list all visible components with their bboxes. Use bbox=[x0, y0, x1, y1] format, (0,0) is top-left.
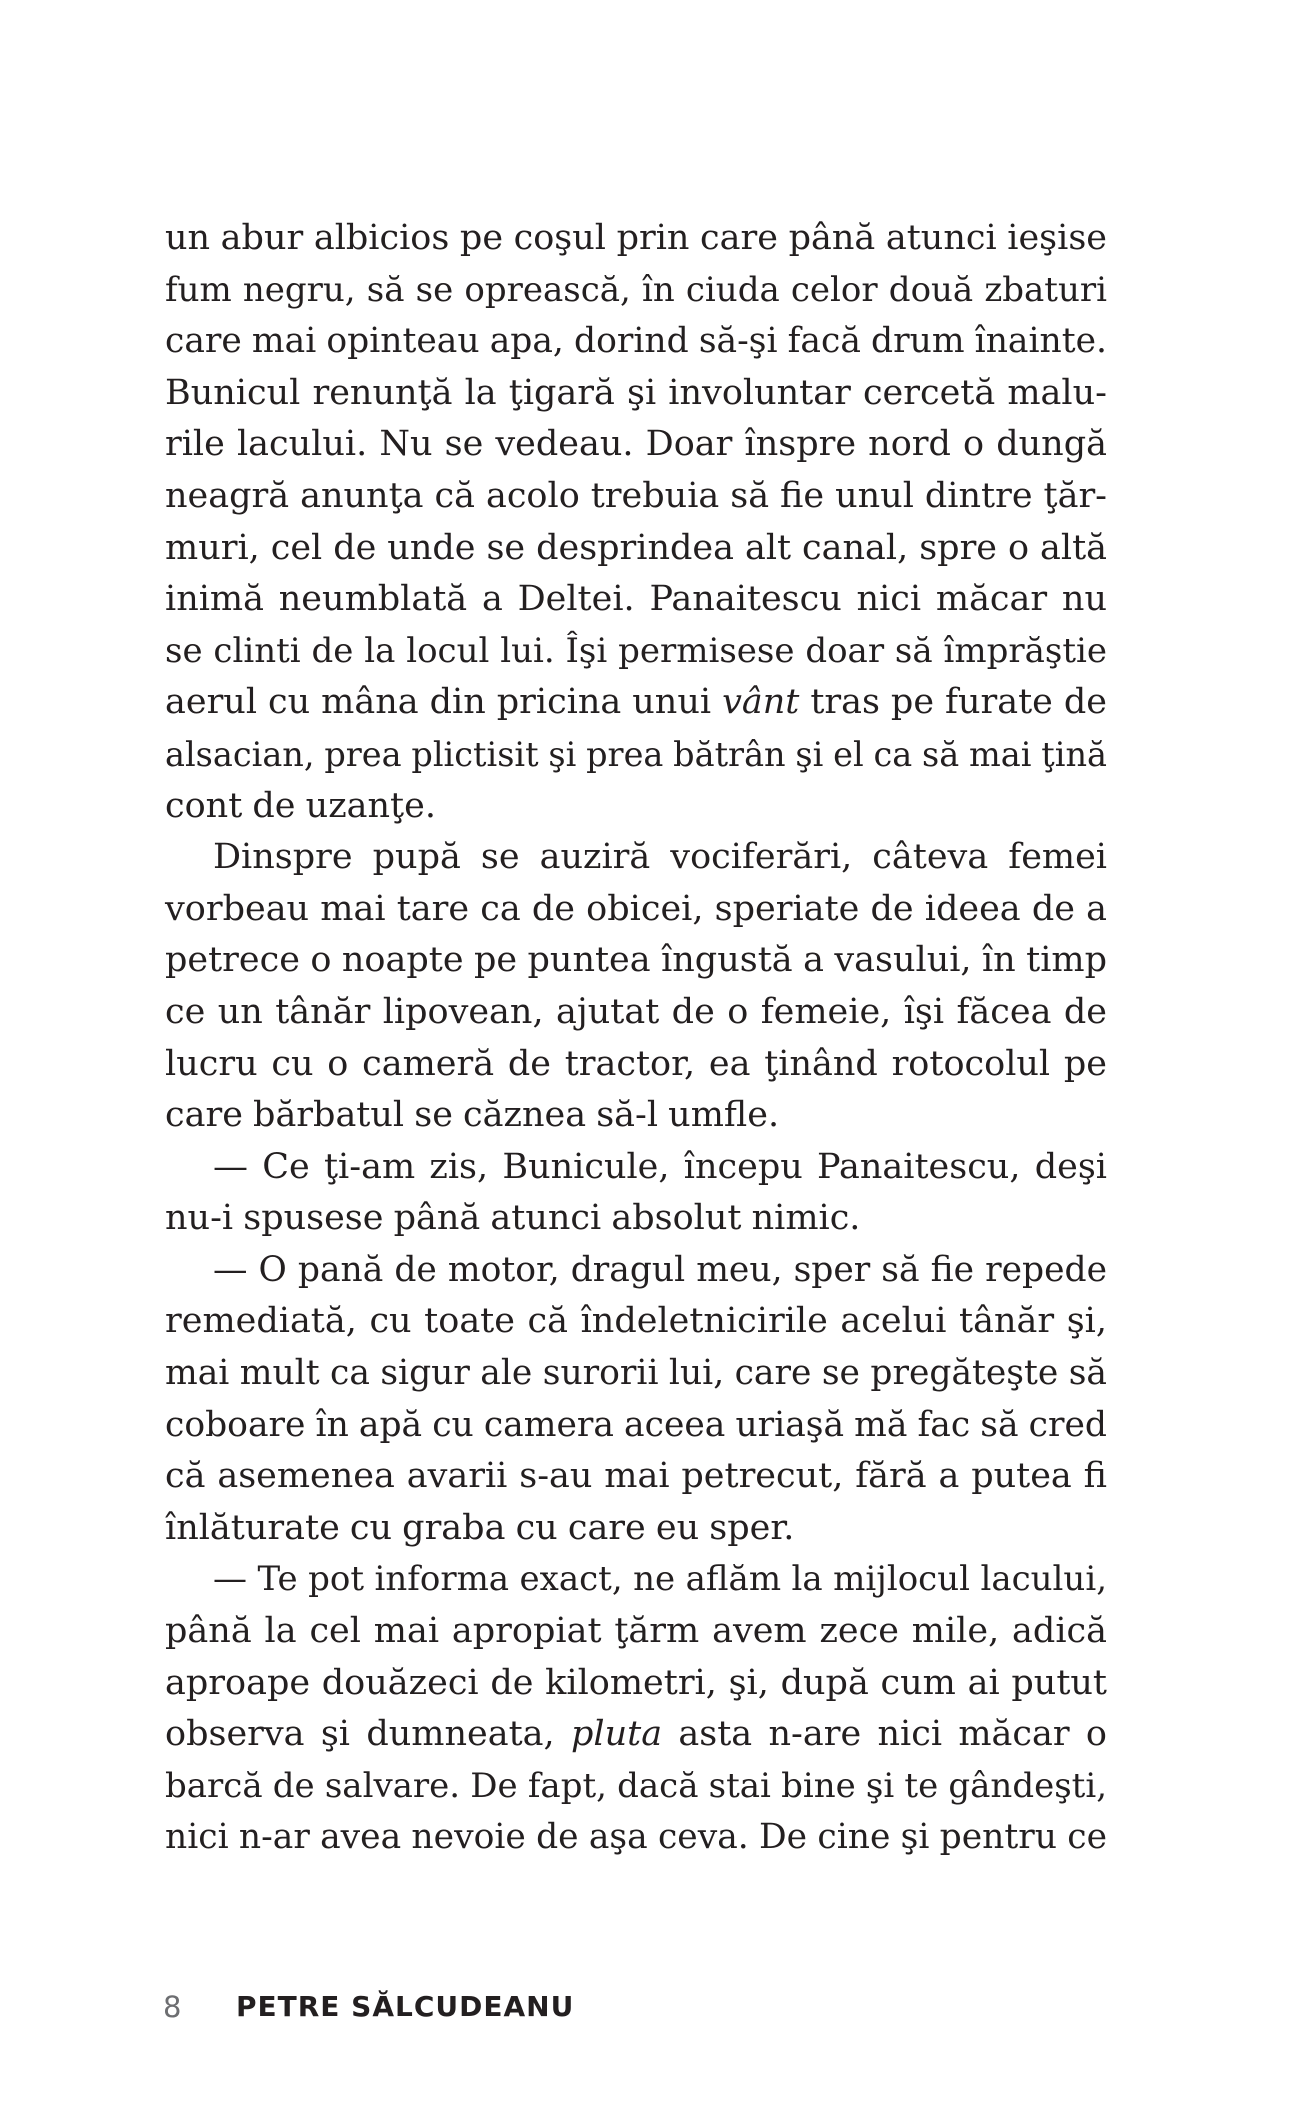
text-line: cont de uzanţe. bbox=[165, 785, 436, 826]
text-line: Dinspre pupă se auziră vociferări, câteva femei bbox=[213, 837, 1107, 878]
italic-word: pluta bbox=[570, 1714, 663, 1755]
text-segment: aerul cu mâna din pricina unui bbox=[165, 682, 723, 723]
text-line: — Ce ţi-am zis, Bunicule, începu Panaitescu, deşi bbox=[213, 1146, 1107, 1187]
text-line: coboare în apă cu camera aceea uriaşă mă fac să cred bbox=[165, 1404, 1107, 1445]
text-line: ce un tânăr lipovean, ajutat de o femeie, îşi făcea de bbox=[165, 991, 1107, 1032]
text-line: Bunicul renunţă la ţigară şi involuntar cercetă malu- bbox=[165, 372, 1107, 413]
text-line: alsacian, prea plictisit şi prea bătrân şi el ca să mai ţină bbox=[165, 734, 1107, 774]
page-number: 8 bbox=[163, 1990, 182, 2024]
text-line: un abur albicios pe coşul prin care până atunci ieşise bbox=[165, 218, 1107, 258]
text-line bbox=[165, 1709, 1107, 1761]
text-line: — O pană de motor, dragul meu, sper să fie repede bbox=[213, 1249, 1107, 1290]
text-line: aproape douăzeci de kilometri, şi, după cum ai putut bbox=[165, 1662, 1107, 1703]
text-line: neagră anunţa că acolo trebuia să fie unul dintre ţăr- bbox=[165, 475, 1107, 516]
text-line: — Te pot informa exact, ne aflăm la mijlocul lacului, bbox=[213, 1559, 1107, 1600]
text-line: până la cel mai apropiat ţărm avem zece mile, adică bbox=[165, 1611, 1107, 1652]
text-line: care mai opinteau apa, dorind să-şi facă drum înainte. bbox=[165, 321, 1107, 362]
text-line: petrece o noapte pe puntea îngustă a vasului, în timp bbox=[165, 940, 1107, 981]
page-footer bbox=[0, 1987, 1300, 2027]
text-segment: observa şi dumneata, bbox=[165, 1714, 571, 1755]
text-line: fum negru, să se oprească, în ciuda celor două zbaturi bbox=[165, 269, 1107, 310]
text-line: vorbeau mai tare ca de obicei, speriate de ideea de a bbox=[165, 888, 1107, 929]
body-text bbox=[165, 213, 1107, 1864]
text-line: muri, cel de unde se desprindea alt canal, spre o altă bbox=[165, 527, 1107, 568]
text-line: care bărbatul se căznea să-l umfle. bbox=[165, 1095, 780, 1136]
text-line: înlăturate cu graba cu care eu sper. bbox=[165, 1507, 795, 1548]
text-segment: asta n-are nici măcar o bbox=[662, 1714, 1107, 1755]
text-line: rile lacului. Nu se vedeau. Doar înspre nord o dungă bbox=[165, 424, 1107, 465]
text-segment: tras pe furate de bbox=[799, 682, 1108, 723]
italic-word: vânt bbox=[722, 682, 800, 723]
author-running-head: PETRE SĂLCUDEANU bbox=[236, 1990, 575, 2023]
text-line: nici n-ar avea nevoie de aşa ceva. De cine şi pentru ce bbox=[165, 1817, 1107, 1858]
text-line bbox=[165, 677, 1107, 729]
text-line: barcă de salvare. De fapt, dacă stai bine şi te gândeşti, bbox=[165, 1765, 1107, 1806]
text-line: mai mult ca sigur ale surorii lui, care se pregăteşte să bbox=[165, 1353, 1107, 1394]
text-line: remediată, cu toate că îndeletnicirile acelui tânăr şi, bbox=[165, 1301, 1107, 1342]
text-line: inimă neumblată a Deltei. Panaitescu nici măcar nu bbox=[165, 579, 1107, 620]
text-line: că asemenea avarii s-au mai petrecut, fără a putea fi bbox=[165, 1456, 1107, 1497]
text-line: se clinti de la locul lui. Îşi permisese doar să împrăştie bbox=[165, 630, 1107, 671]
text-line: lucru cu o cameră de tractor, ea ţinând rotocolul pe bbox=[165, 1043, 1107, 1084]
text-line: nu-i spusese până atunci absolut nimic. bbox=[165, 1198, 861, 1239]
